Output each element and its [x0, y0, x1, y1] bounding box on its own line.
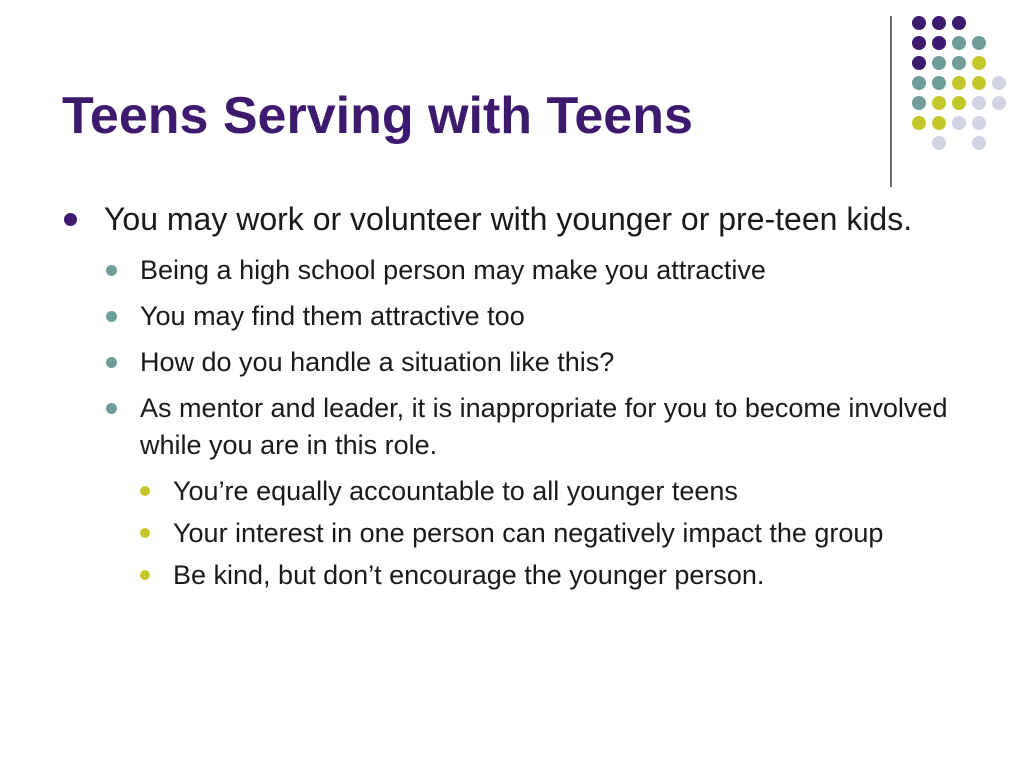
bullet-dot-icon	[140, 570, 150, 580]
decorative-dot	[952, 36, 966, 50]
decorative-dot	[972, 76, 986, 90]
decorative-dot	[912, 116, 926, 130]
decorative-dot-grid	[900, 10, 1010, 170]
decorative-dot	[952, 116, 966, 130]
decorative-dot	[912, 96, 926, 110]
decorative-dot	[932, 56, 946, 70]
vertical-divider-line	[890, 16, 892, 187]
sub-sub-bullet-text: You’re equally accountable to all younger teens	[173, 476, 738, 506]
slide-title: Teens Serving with Teens	[62, 87, 693, 145]
sub-bullet-text: Being a high school person may make you attractive	[140, 255, 766, 285]
bullet-item	[62, 196, 962, 242]
bullet-list-level-1	[62, 196, 962, 242]
decorative-dot	[952, 96, 966, 110]
decorative-dot	[992, 96, 1006, 110]
sub-bullet-text: How do you handle a situation like this?	[140, 347, 615, 377]
decorative-dot	[932, 16, 946, 30]
bullet-dot-icon	[64, 213, 77, 226]
slide-body	[62, 196, 962, 600]
decorative-dot	[992, 76, 1006, 90]
decorative-dot	[952, 56, 966, 70]
sub-bullet-item	[62, 252, 962, 288]
sub-sub-bullet-item	[62, 474, 962, 508]
bullet-dot-icon	[140, 486, 150, 496]
sub-bullet-item	[62, 344, 962, 380]
decorative-dot	[912, 76, 926, 90]
decorative-dot	[972, 36, 986, 50]
bullet-dot-icon	[106, 311, 117, 322]
bullet-list-level-3	[62, 474, 962, 592]
decorative-dot	[932, 76, 946, 90]
sub-sub-bullet-text: Your interest in one person can negatively impact the group	[173, 518, 884, 548]
bullet-dot-icon	[106, 265, 117, 276]
bullet-list-level-2	[62, 252, 962, 464]
decorative-dot	[972, 96, 986, 110]
decorative-dot	[952, 16, 966, 30]
decorative-dot	[932, 136, 946, 150]
decorative-dot	[912, 36, 926, 50]
sub-bullet-text: You may find them attractive too	[140, 301, 525, 331]
decorative-dot	[912, 56, 926, 70]
sub-bullet-text: As mentor and leader, it is inappropriate for you to become involved while you are in this role.	[140, 393, 948, 460]
bullet-text: You may work or volunteer with younger or pre-teen kids.	[104, 201, 913, 237]
decorative-dot	[972, 116, 986, 130]
bullet-dot-icon	[106, 357, 117, 368]
decorative-dot	[972, 56, 986, 70]
bullet-dot-icon	[106, 403, 117, 414]
sub-sub-bullet-item	[62, 516, 962, 550]
decorative-dot	[912, 16, 926, 30]
decorative-dot	[972, 136, 986, 150]
decorative-dot	[952, 76, 966, 90]
sub-bullet-item	[62, 390, 962, 464]
sub-sub-bullet-item	[62, 558, 962, 592]
decorative-dot	[932, 36, 946, 50]
sub-bullet-item	[62, 298, 962, 334]
decorative-dot	[932, 96, 946, 110]
decorative-dot	[932, 116, 946, 130]
bullet-dot-icon	[140, 528, 150, 538]
sub-sub-bullet-text: Be kind, but don’t encourage the younger person.	[173, 560, 765, 590]
